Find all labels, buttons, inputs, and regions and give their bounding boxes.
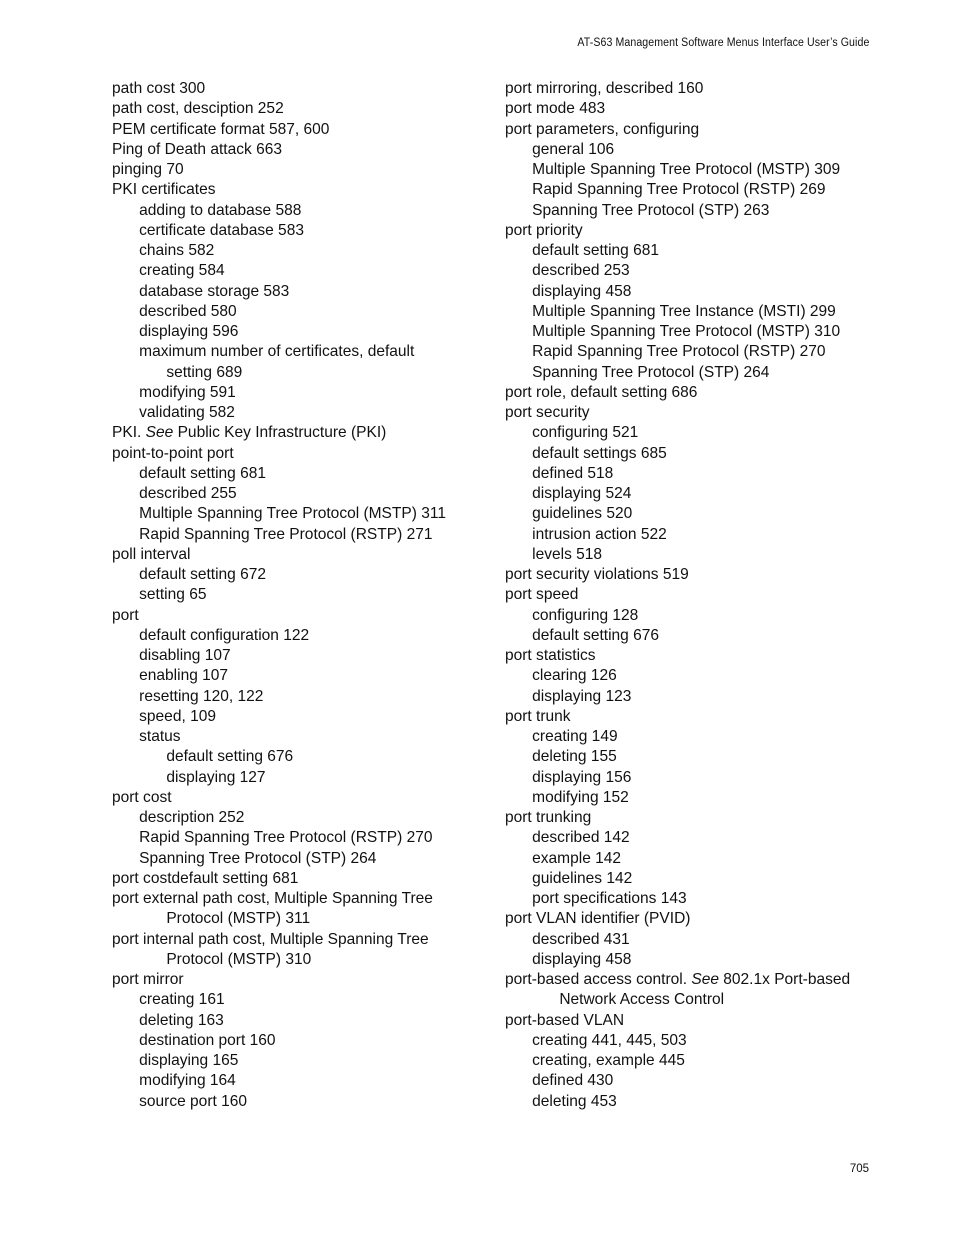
index-entry	[505, 565, 874, 585]
index-entry	[112, 282, 500, 302]
index-entry-text: displaying 156	[532, 768, 632, 786]
index-entry	[505, 444, 874, 464]
index-entry	[112, 687, 500, 707]
index-entry	[505, 423, 874, 443]
index-entry-text: default configuration 122	[139, 626, 310, 644]
index-entry	[505, 302, 874, 322]
index-entry	[112, 808, 500, 828]
index-entry	[505, 788, 874, 808]
index-entry-text: displaying 596	[139, 323, 239, 340]
index-entry-text: guidelines 520	[532, 505, 633, 523]
index-entry-text: port mirroring, described 160	[505, 80, 704, 97]
index-entry-text: default setting 676	[532, 626, 660, 644]
index-entry	[505, 241, 874, 261]
index-entry	[505, 646, 874, 666]
index-entry	[112, 626, 500, 646]
index-entry-text: configuring 128	[532, 606, 639, 624]
index-entry	[112, 140, 500, 160]
index-entry-text: general 106	[532, 140, 615, 158]
index-entry-text: port priority	[505, 221, 583, 239]
index-entry-text: displaying 524	[532, 485, 632, 502]
index-entry	[112, 79, 500, 99]
index-entry	[112, 1011, 500, 1031]
index-entry	[112, 403, 500, 423]
index-entry	[112, 990, 500, 1010]
index-entry-text: port security	[505, 404, 590, 421]
index-entry-text: modifying 591	[139, 383, 236, 401]
index-entry-text: adding to database 588	[139, 201, 302, 219]
index-entry-text: port speed	[505, 586, 579, 604]
index-entry-text: speed, 109	[139, 707, 216, 725]
index-entry	[505, 342, 874, 362]
index-entry	[112, 849, 500, 869]
index-entry-text: deleting 155	[532, 748, 617, 766]
index-entry-text: example 142	[532, 849, 622, 867]
index-entry	[112, 464, 500, 484]
index-entry-text: path cost, desciption 252	[112, 100, 284, 118]
index-entry	[112, 201, 500, 221]
index-entry	[505, 160, 874, 180]
index-entry	[505, 504, 874, 524]
index-entry	[505, 727, 874, 747]
index-entry-text: chains 582	[139, 242, 215, 259]
index-entry-text: described 142	[532, 829, 630, 847]
index-entry-text: point-to-point port	[112, 444, 234, 462]
index-entry-text: displaying 458	[532, 282, 632, 300]
index-entry-text: port-based access control.	[505, 971, 688, 988]
index-entry-text: source port 160	[139, 1092, 248, 1110]
index-entry	[112, 322, 500, 342]
index-entry-continuation: Protocol (MSTP) 311	[166, 910, 311, 928]
index-entry-text: Rapid Spanning Tree Protocol (RSTP) 271	[139, 525, 433, 543]
index-column-left	[112, 79, 512, 1112]
index-entry	[505, 363, 874, 383]
index-entry	[112, 1031, 500, 1051]
index-entry	[505, 869, 874, 889]
index-entry-text: port mirror	[112, 971, 184, 988]
index-entry-text: enabling 107	[139, 667, 229, 685]
index-entry	[112, 99, 500, 119]
index-entry	[112, 606, 500, 626]
index-entry	[112, 970, 500, 990]
index-entry	[505, 768, 874, 788]
index-entry	[112, 889, 500, 930]
index-entry	[505, 79, 874, 99]
index-entry-text: port-based VLAN	[505, 1011, 625, 1029]
index-entry	[505, 950, 874, 970]
index-entry-text: creating 584	[139, 262, 225, 280]
index-entry-text: displaying 165	[139, 1052, 239, 1069]
index-entry	[505, 99, 874, 119]
index-entry-text: default setting 676	[166, 748, 294, 766]
index-entry	[112, 585, 500, 605]
index-entry	[505, 484, 874, 504]
index-entry-text: default settings 685	[532, 444, 667, 462]
index-entry-text: validating 582	[139, 404, 235, 421]
index-entry	[505, 707, 874, 727]
index-entry	[505, 180, 874, 200]
index-entry	[505, 261, 874, 281]
index-entry	[112, 160, 500, 180]
index-entry	[112, 504, 500, 524]
index-entry-text: Rapid Spanning Tree Protocol (RSTP) 270	[532, 343, 826, 361]
index-entry	[505, 403, 874, 423]
index-column-right	[505, 79, 885, 1112]
index-entry	[505, 322, 874, 342]
index-entry-text: pinging 70	[112, 161, 184, 178]
see-reference-label: See	[145, 424, 174, 442]
index-entry	[505, 970, 874, 1011]
index-entry-text: port VLAN identifier (PVID)	[505, 910, 691, 928]
index-entry-text: status	[139, 728, 181, 745]
see-reference-target: Public Key Infrastructure (PKI)	[177, 424, 387, 442]
index-entry-text: modifying 152	[532, 788, 629, 806]
index-entry-text: Multiple Spanning Tree Protocol (MSTP) 309	[532, 161, 841, 178]
index-entry-text: port role, default setting 686	[505, 383, 698, 401]
index-entry	[505, 120, 874, 140]
index-entry	[112, 444, 500, 464]
index-entry	[112, 484, 500, 504]
index-entry	[505, 808, 874, 828]
index-entry-text: port parameters, configuring	[505, 120, 700, 138]
index-entry	[505, 606, 874, 626]
index-entry-text: poll interval	[112, 545, 191, 563]
index-entry-text: port trunk	[505, 707, 571, 725]
index-entry-text: port mode 483	[505, 100, 606, 118]
index-entry-text: described 431	[532, 930, 630, 948]
index-entry	[112, 1071, 500, 1091]
index-entry	[112, 180, 500, 200]
index-entry-text: default setting 681	[532, 242, 660, 259]
index-entry-text: guidelines 142	[532, 869, 633, 887]
index-entry-text: described 253	[532, 262, 630, 280]
index-entry-text: disabling 107	[139, 647, 231, 664]
index-entry-continuation: setting 689	[166, 363, 243, 381]
index-entry	[505, 221, 874, 241]
index-entry	[505, 1051, 874, 1071]
index-entry-text: path cost 300	[112, 80, 206, 97]
index-entry	[505, 464, 874, 484]
index-entry-text: destination port 160	[139, 1031, 276, 1049]
index-entry-text: port external path cost, Multiple Spanning Tree	[112, 890, 433, 907]
index-entry	[112, 342, 500, 383]
index-entry	[112, 747, 500, 767]
index-entry-text: Rapid Spanning Tree Protocol (RSTP) 270	[139, 829, 433, 847]
index-entry-text: configuring 521	[532, 424, 639, 442]
index-entry	[505, 666, 874, 686]
index-entry-text: PKI.	[112, 424, 142, 442]
index-entry-text: described 255	[139, 485, 237, 502]
index-entry-text: Rapid Spanning Tree Protocol (RSTP) 269	[532, 181, 826, 199]
index-entry	[505, 930, 874, 950]
index-entry	[112, 120, 500, 140]
see-reference-target: 802.1x Port-based	[723, 971, 851, 988]
index-entry-text: creating 161	[139, 991, 225, 1009]
index-entry-text: creating, example 445	[532, 1052, 685, 1069]
index-entry-text: database storage 583	[139, 282, 290, 300]
index-entry-text: creating 441, 445, 503	[532, 1031, 687, 1049]
index-entry-text: modifying 164	[139, 1072, 236, 1090]
index-entry-text: PKI certificates	[112, 181, 216, 199]
index-entry-text: port internal path cost, Multiple Spanning Tree	[112, 930, 429, 948]
index-entry	[505, 140, 874, 160]
index-entry	[505, 585, 874, 605]
index-entry-text: creating 149	[532, 728, 618, 745]
index-entry	[112, 221, 500, 241]
index-entry	[505, 747, 874, 767]
page-number: 705	[849, 1163, 869, 1175]
index-entry	[112, 545, 500, 565]
index-entry	[112, 1092, 500, 1112]
index-entry-text: description 252	[139, 809, 245, 826]
index-entry	[505, 1092, 874, 1112]
index-entry	[505, 525, 874, 545]
index-entry	[505, 889, 874, 909]
index-entry	[505, 1031, 874, 1051]
index-entry	[112, 788, 500, 808]
index-entry-text: levels 518	[532, 545, 603, 563]
index-entry-text: port cost	[112, 788, 172, 806]
index-entry-text: port costdefault setting 681	[112, 869, 299, 887]
index-entry	[112, 930, 500, 971]
index-entry-text: intrusion action 522	[532, 525, 667, 543]
index-entry-text: described 580	[139, 302, 237, 320]
index-entry-text: Multiple Spanning Tree Protocol (MSTP) 311	[139, 505, 446, 523]
index-entry-text: maximum number of certificates, default	[139, 343, 415, 361]
index-entry	[112, 525, 500, 545]
index-entry-text: port specifications 143	[532, 890, 687, 907]
index-entry-text: PEM certificate format 587, 600	[112, 120, 330, 138]
index-entry	[112, 869, 500, 889]
index-entry-text: Spanning Tree Protocol (STP) 263	[532, 201, 770, 219]
index-entry-text: default setting 672	[139, 566, 267, 583]
index-entry-text: default setting 681	[139, 464, 267, 482]
index-entry-continuation: Network Access Control	[559, 991, 725, 1009]
index-entry	[112, 565, 500, 585]
see-reference-label: See	[691, 971, 719, 988]
index-entry-text: displaying 458	[532, 950, 632, 968]
index-entry-text: certificate database 583	[139, 221, 304, 239]
index-entry-text: setting 65	[139, 586, 207, 604]
index-entry-text: port trunking	[505, 809, 592, 826]
index-entry	[112, 1051, 500, 1071]
index-entry	[112, 707, 500, 727]
index-entry-continuation: Protocol (MSTP) 310	[166, 950, 312, 968]
index-entry	[505, 1011, 874, 1031]
running-header: AT-S63 Management Software Menus Interface User’s Guide	[576, 37, 869, 49]
index-entry	[112, 383, 500, 403]
index-entry-text: Spanning Tree Protocol (STP) 264	[532, 363, 770, 381]
index-entry-text: clearing 126	[532, 667, 617, 685]
index-entry-text: Ping of Death attack 663	[112, 140, 282, 158]
index-entry	[505, 545, 874, 565]
index-entry	[112, 241, 500, 261]
index-entry	[112, 727, 500, 747]
index-entry-text: port	[112, 606, 139, 624]
index-entry-text: port statistics	[505, 647, 596, 664]
index-entry	[112, 423, 500, 443]
index-entry	[505, 282, 874, 302]
index-entry-text: displaying 123	[532, 687, 632, 705]
index-entry-text: deleting 163	[139, 1011, 224, 1029]
index-entry-text: Multiple Spanning Tree Instance (MSTI) 299	[532, 302, 836, 320]
index-entry	[505, 626, 874, 646]
index-entry	[112, 646, 500, 666]
index-entry-text: displaying 127	[166, 768, 266, 786]
index-entry	[112, 768, 500, 788]
index-entry	[112, 261, 500, 281]
index-entry	[112, 666, 500, 686]
index-entry-text: deleting 453	[532, 1092, 617, 1110]
index-entry-text: Multiple Spanning Tree Protocol (MSTP) 310	[532, 323, 841, 340]
index-entry	[505, 849, 874, 869]
index-entry	[505, 201, 874, 221]
index-entry-text: defined 518	[532, 464, 614, 482]
index-entry	[112, 302, 500, 322]
index-entry	[505, 687, 874, 707]
index-entry	[505, 1071, 874, 1091]
index-entry-text: port security violations 519	[505, 566, 689, 583]
index-entry	[505, 828, 874, 848]
index-entry-text: resetting 120, 122	[139, 687, 264, 705]
index-entry	[505, 909, 874, 929]
index-entry	[112, 828, 500, 848]
index-entry	[505, 383, 874, 403]
index-entry-text: defined 430	[532, 1072, 614, 1090]
index-entry-text: Spanning Tree Protocol (STP) 264	[139, 849, 377, 867]
